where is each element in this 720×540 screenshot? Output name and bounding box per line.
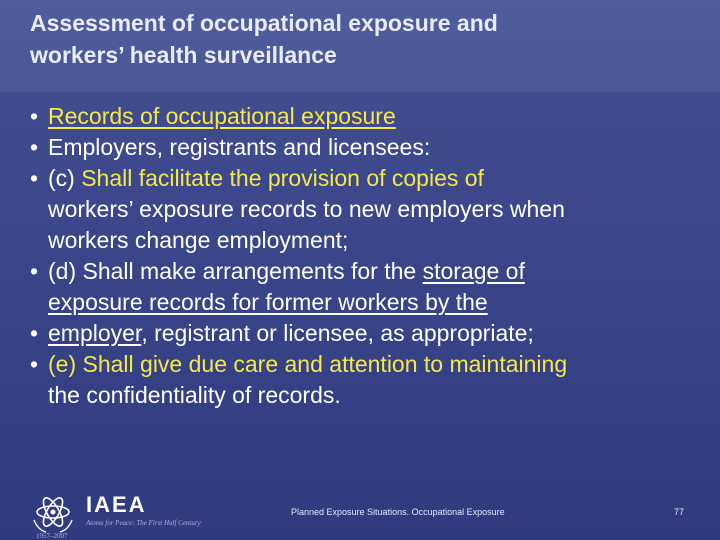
bullet-item (30, 132, 700, 163)
bullet-line (48, 194, 700, 225)
footer-caption: Planned Exposure Situations. Occupational Exposure (291, 507, 505, 517)
bullet-item (30, 318, 700, 349)
footer (0, 480, 720, 540)
logo-tagline: Atoms for Peace: The First Half Century (86, 519, 201, 527)
bullet-segment: , registrant or licensee, as appropriate; (141, 320, 534, 346)
bullet-item (30, 163, 700, 256)
bullet-dot-icon: • (30, 165, 39, 191)
bullet-line (48, 225, 700, 256)
title-line-2: workers’ health surveillance (30, 42, 337, 68)
bullet-segment: Shall facilitate the provision of copies of (81, 165, 484, 191)
bullet-segment: workers change employment; (48, 227, 349, 253)
bullet-line (48, 256, 700, 287)
bullet-item (30, 101, 700, 132)
bullet-line (48, 349, 700, 380)
slide-title (30, 7, 690, 71)
bullet-item (30, 349, 700, 411)
bullet-line (48, 101, 700, 132)
bullet-line (48, 287, 700, 318)
bullet-segment: Employers, registrants and licensees: (48, 134, 431, 160)
bullet-dot-icon: • (30, 103, 39, 129)
logo-years: 1957–2007 (36, 532, 68, 540)
iaea-logo (28, 486, 228, 540)
bullet-text (48, 163, 700, 256)
bullet-segment: Records of occupational exposure (48, 103, 396, 129)
bullet-dot-icon: • (30, 134, 39, 160)
bullet-segment: storage of (422, 258, 525, 284)
bullet-dot-icon: • (30, 320, 39, 346)
iaea-atom-icon (28, 490, 78, 534)
bullet-segment: exposure records for former workers by the (48, 289, 488, 315)
bullet-text (48, 349, 700, 411)
bullet-item (30, 256, 700, 318)
bullet-dot-icon: • (30, 351, 39, 377)
title-line-1: Assessment of occupational exposure and (30, 10, 498, 36)
logo-wordmark: IAEA (86, 492, 147, 517)
bullet-segment: employer (48, 320, 142, 346)
bullet-segment: the confidentiality of records. (48, 382, 341, 408)
bullet-text (48, 318, 700, 349)
bullet-text (48, 132, 700, 163)
bullet-segment: (e) Shall give due care and attention to maintaining (48, 351, 568, 377)
bullet-text (48, 256, 700, 318)
page-number: 77 (674, 507, 685, 517)
bullet-segment: (d) Shall make arrangements for the (48, 258, 423, 284)
bullet-line (48, 132, 700, 163)
bullet-line (48, 163, 700, 194)
bullet-text (48, 101, 700, 132)
bullet-dot-icon: • (30, 258, 39, 284)
bullet-segment: (c) (48, 165, 82, 191)
bullet-segment: workers’ exposure records to new employers when (48, 196, 565, 222)
bullet-line (48, 318, 700, 349)
bullet-line (48, 380, 700, 411)
bullet-list (30, 101, 700, 411)
